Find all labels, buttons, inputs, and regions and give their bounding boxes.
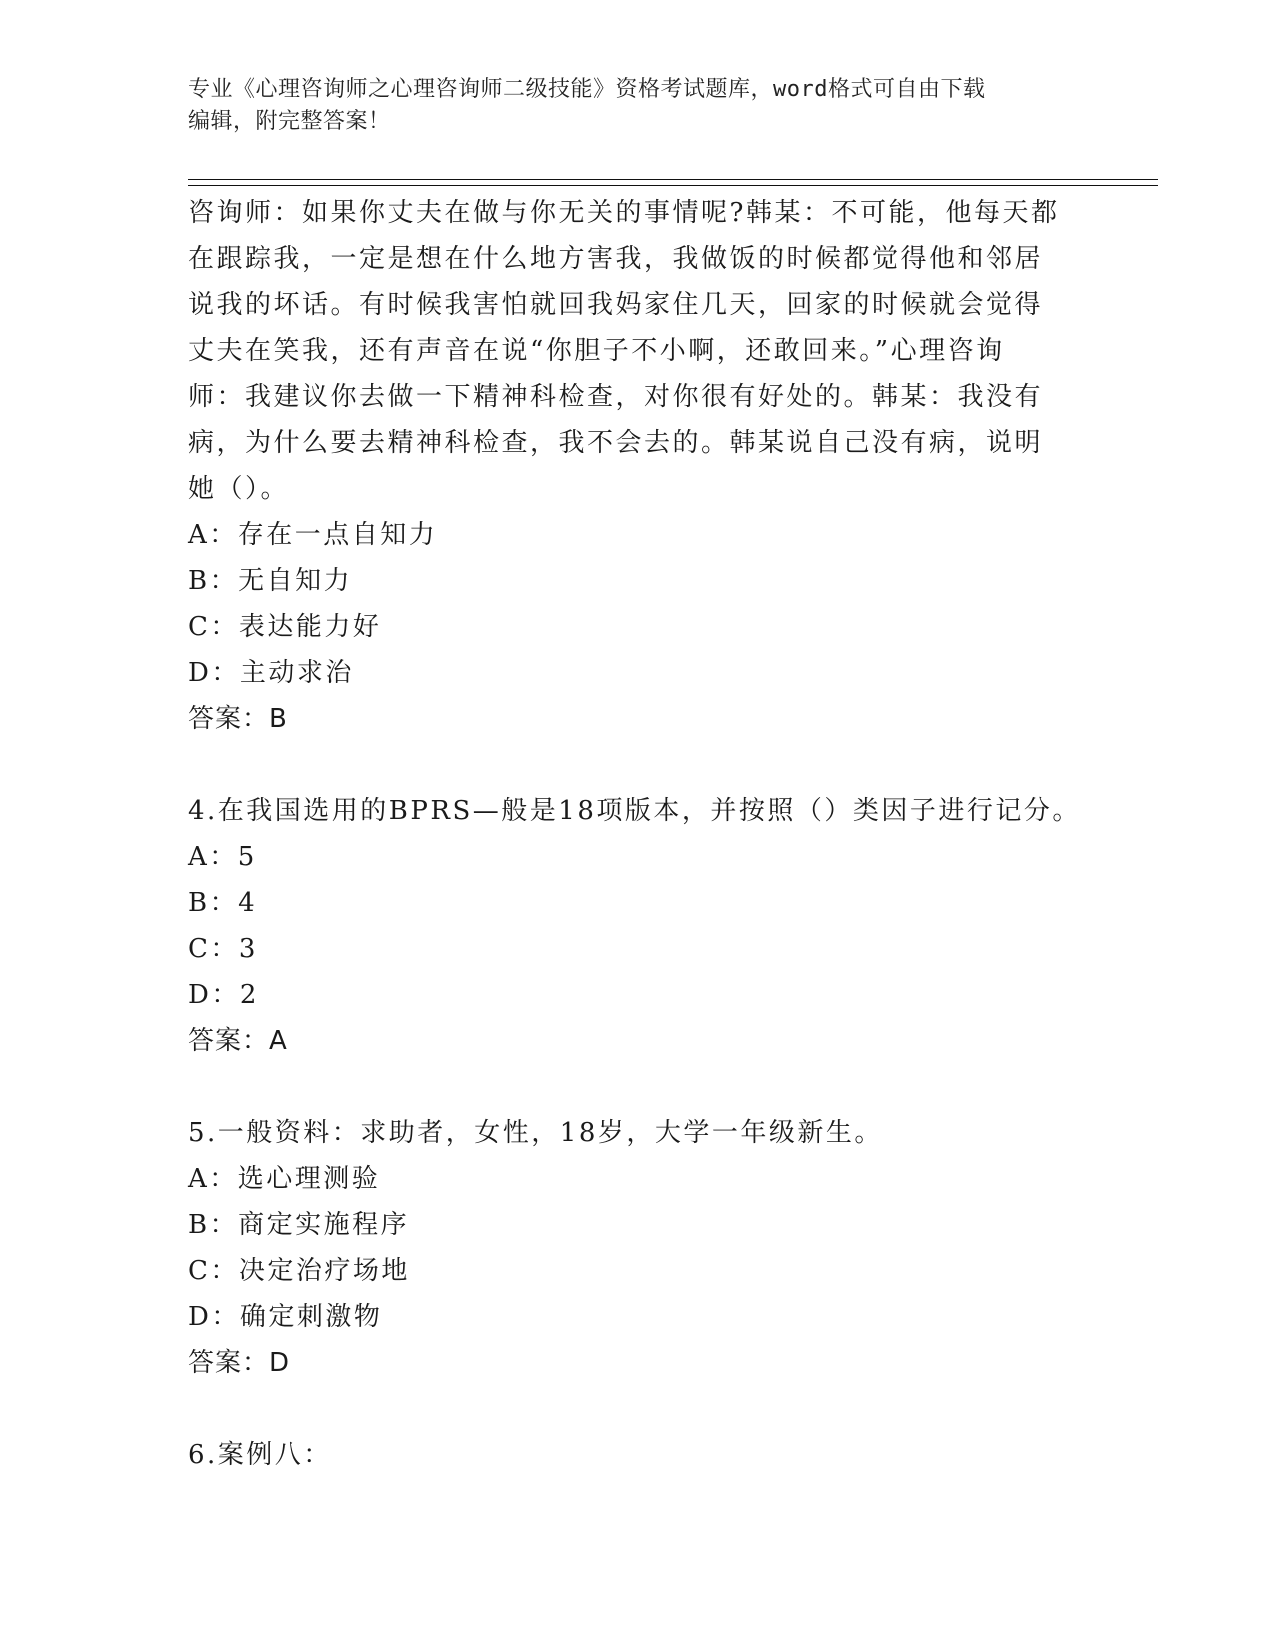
option-a: A：选心理测验 [188, 1164, 381, 1194]
question-4 [188, 788, 1088, 1064]
option-d: D：主动求治 [188, 658, 354, 688]
question-3-passage [188, 190, 1088, 742]
header-rule-bottom [188, 185, 1158, 186]
option-c: C：3 [188, 934, 258, 964]
option-b: B：商定实施程序 [188, 1210, 410, 1240]
header-line-1: 专业《心理咨询师之心理咨询师二级技能》资格考试题库，word格式可自由下载 [188, 77, 986, 102]
question-text: 4.在我国选用的BPRS—般是18项版本，并按照（）类因子进行记分。 [188, 796, 1081, 826]
passage-line: 咨询师：如果你丈夫在做与你无关的事情呢?韩某：不可能，他每天都 [188, 198, 1060, 228]
passage-line: 在跟踪我，一定是想在什么地方害我，我做饭的时候都觉得他和邻居 [188, 244, 1044, 274]
header-line-2: 编辑，附完整答案！ [188, 109, 391, 134]
header-rule-top [188, 179, 1158, 180]
document-header [188, 74, 1088, 138]
answer-line: 答案：A [188, 1026, 288, 1056]
option-b: B：无自知力 [188, 566, 353, 596]
option-a: A：5 [188, 842, 257, 872]
question-text: 5.一般资料：求助者，女性，18岁，大学一年级新生。 [188, 1118, 883, 1148]
document-body [188, 190, 1088, 1478]
question-6 [188, 1432, 1088, 1478]
passage-line: 丈夫在笑我，还有声音在说“你胆子不小啊，还敢回来。”心理咨询 [188, 336, 1005, 366]
passage-line: 说我的坏话。有时候我害怕就回我妈家住几天，回家的时候就会觉得 [188, 290, 1044, 320]
option-d: D：确定刺激物 [188, 1302, 383, 1332]
answer-line: 答案：B [188, 704, 288, 734]
question-5 [188, 1110, 1088, 1386]
passage-line: 病，为什么要去精神科检查，我不会去的。韩某说自己没有病，说明 [188, 428, 1044, 458]
option-c: C：决定治疗场地 [188, 1256, 410, 1286]
option-a: A：存在一点自知力 [188, 520, 438, 550]
option-c: C：表达能力好 [188, 612, 382, 642]
option-b: B：4 [188, 888, 258, 918]
passage-line: 师：我建议你去做一下精神科检查，对你很有好处的。韩某：我没有 [188, 382, 1044, 412]
answer-line: 答案：D [188, 1348, 291, 1378]
question-text: 6.案例八： [188, 1440, 332, 1470]
option-d: D：2 [188, 980, 259, 1010]
passage-line: 她（）。 [188, 474, 290, 504]
